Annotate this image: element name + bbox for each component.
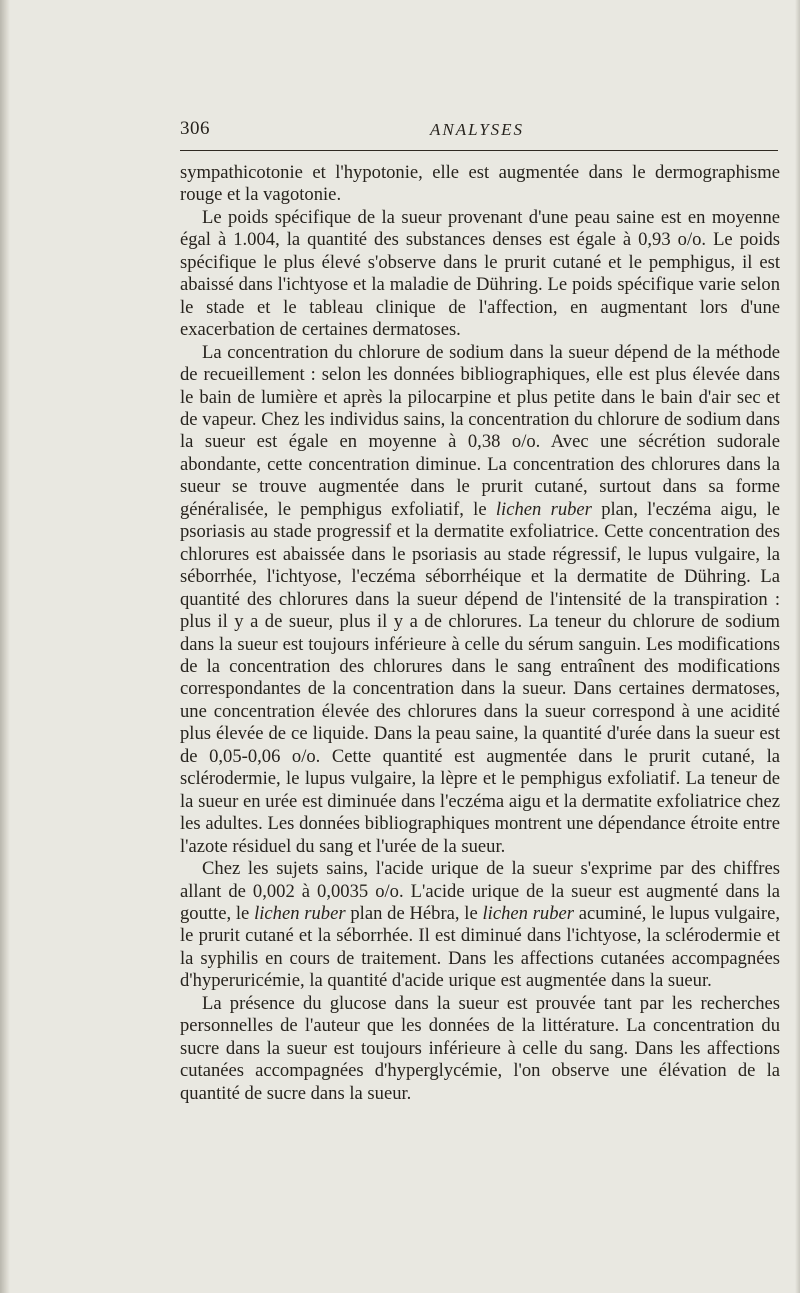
book-page	[180, 112, 780, 1105]
paragraph	[180, 207, 780, 342]
italic-term: lichen ruber	[482, 902, 575, 924]
text-run: Le poids spécifique de la sueur provenant d'une peau saine est en moyenne égal à 1.004, la quantité des substances denses est égale à 0,93 o/o. Le poids spécifique le plus élevé s'observe dans le prurit cutané et le pemphigus, il est abaissé dans l'ichtyose et la maladie de Dühring. Le poids spécifique varie selon le stade et le tableau clinique de l'affection, en augmentant lors d'une exacerbation de certaines dermatoses.	[180, 206, 780, 341]
text-run: Chez les sujets sains, l'acide urique de la sueur s'exprime par des chiffres allant de 0,002 à 0,0035 o/o. L'acide urique de la sueur est augmenté dans la goutte, le	[180, 858, 780, 924]
page-binding-edge	[0, 0, 10, 1293]
paragraph	[180, 162, 780, 207]
running-title: ANALYSES	[430, 120, 525, 139]
paragraph	[180, 858, 780, 993]
text-run: plan de Hébra, le	[345, 902, 483, 924]
paragraph	[180, 993, 780, 1105]
italic-term: lichen ruber	[495, 498, 592, 520]
page-number: 306	[180, 118, 210, 139]
text-run: acuminé, le lupus vulgaire, le prurit cutané et la séborrhée. Il est diminué dans l'ichtyose, la sclérodermie et la syphilis en cours de traitement. Dans les affections cutanées accompagnées d'hyperuricémie, la quantité d'acide urique est augmentée dans la sueur.	[180, 902, 781, 992]
text-run: La présence du glucose dans la sueur est prouvée tant par les recherches personnelles de l'auteur que les données de la littérature. La concentration du sucre dans la sueur est toujours inférieure à celle du sang. Dans les affections cutanées accompagnées d'hyperglycémie, l'on observe une élévation de la quantité de sucre dans la sueur.	[180, 992, 780, 1104]
paragraph	[180, 342, 780, 858]
text-run: La concentration du chlorure de sodium dans la sueur dépend de la méthode de recueillement : selon les données bibliographiques, elle est plus élevée dans le bain de lumière et après la pilocarpine et plus petite dans le bain d'air sec et de vapeur. Chez les individus sains, la concentration du chlorure de sodium dans la sueur est égale en moyenne à 0,38 o/o. Avec une sécrétion sudorale abondante, cette concentration diminue. La concentration des chlorures dans la sueur se trouve augmentée dans le prurit cutané, surtout dans sa forme généralisée, le pemphigus exfoliatif, le	[180, 341, 780, 520]
text-run: sympathicotonie et l'hypotonie, elle est augmentée dans le dermographisme rouge et la vagotonie.	[180, 162, 780, 206]
text-run: plan, l'eczéma aigu, le psoriasis au stade progressif et la dermatite exfoliatrice. Cette concentration des chlorures est abaissée dans le psoriasis au stade régressif, le lupus vulgaire, la séborrhée, l'ichtyose, l'eczéma séborrhéique et la dermatite de Dühring. La quantité des chlorures dans la sueur dépend de l'intensité de la transpiration : plus il y a de sueur, plus il y a de chlorures. La teneur du chlorure de sodium dans la sueur est toujours inférieure à celle du sérum sanguin. Les modifications de la concentration des chlorures dans le sang entraînent des modifications correspondantes de la concentration dans la sueur. Dans certaines dermatoses, une concentration élevée des chlorures dans la sueur correspond à une acidité plus élevée de ce liquide. Dans la peau saine, la quantité d'urée dans la sueur est de 0,05-0,06 o/o. Cette quantité est augmentée dans le prurit cutané, la sclérodermie, le lupus vulgaire, la lèpre et le pemphigus exfoliatif. La teneur de la sueur en urée est diminuée dans l'eczéma aigu et la dermatite exfoliatrice chez les adultes. Les données bibliographiques montrent une dépendance étroite entre l'azote résiduel du sang et l'urée de la sueur.	[180, 498, 781, 857]
header-rule	[180, 150, 778, 151]
page-header	[180, 112, 780, 142]
page-right-edge	[795, 0, 800, 1293]
body-text	[180, 162, 780, 1105]
italic-term: lichen ruber	[254, 902, 346, 924]
